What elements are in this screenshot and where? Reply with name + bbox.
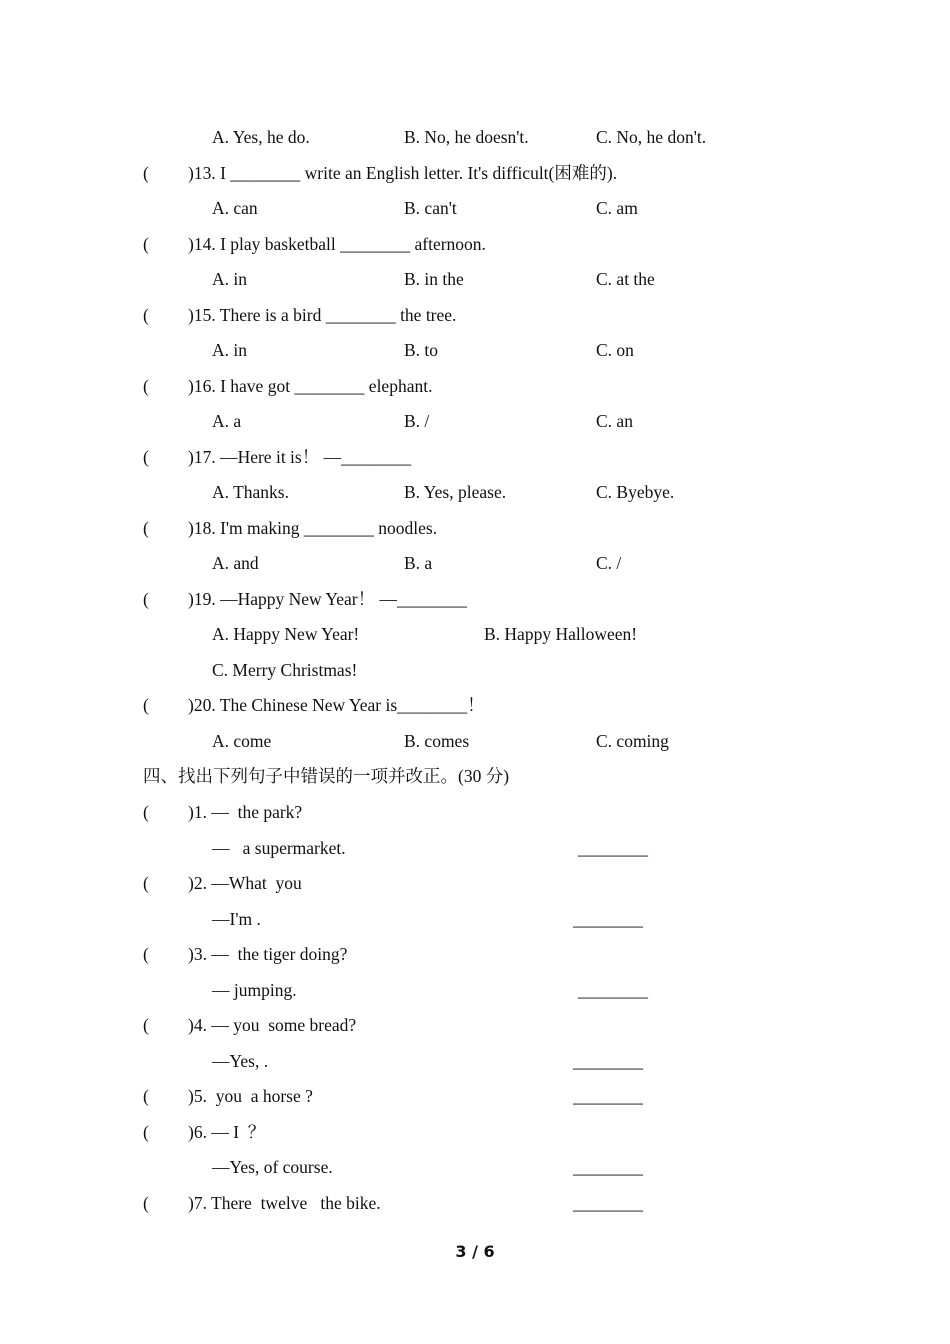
correction-blank: ________ [578,980,648,1000]
q16-option-c: C. an [596,411,633,431]
page-number: 3 / 6 [455,1242,495,1261]
q16-option-a: A. a [212,411,242,431]
s4-question-1-reply: — a supermarket. [212,838,346,858]
answer-paren: ( [143,305,149,325]
q19-option-c: C. Merry Christmas! [212,660,358,680]
q19-option-b: B. Happy Halloween! [484,624,638,644]
correction-blank: ________ [573,1051,643,1071]
q13-option-b: B. can't [404,198,457,218]
answer-paren: ( [143,234,149,254]
q20-option-b: B. comes [404,731,470,751]
answer-paren: ( [143,589,149,609]
correction-blank: ________ [573,1193,643,1213]
answer-paren: ( [143,1015,149,1035]
correction-blank: ________ [578,838,648,858]
s4-question-7: )7. There twelve the bike. [188,1193,381,1213]
s4-question-4-reply: —Yes, . [212,1051,269,1071]
answer-paren: ( [143,1122,149,1142]
answer-paren: ( [143,1193,149,1213]
q14-option-b: B. in the [404,269,464,289]
s4-question-6-reply: —Yes, of course. [212,1157,333,1177]
question-18-text: )18. I'm making ________ noodles. [188,518,438,538]
answer-paren: ( [143,376,149,396]
answer-paren: ( [143,1086,149,1106]
question-20-text: )20. The Chinese New Year is________！ [188,695,485,715]
question-15-text: )15. There is a bird ________ the tree. [188,305,457,325]
answer-paren: ( [143,873,149,893]
q13-option-a: A. can [212,198,258,218]
s4-question-3: )3. — the tiger doing? [188,944,348,964]
section-4-title: 四、找出下列句子中错误的一项并改正。(30 分) [143,766,510,786]
q18-option-a: A. and [212,553,259,573]
answer-paren: ( [143,518,149,538]
q13-option-c: C. am [596,198,638,218]
q15-option-b: B. to [404,340,439,360]
q17-option-b: B. Yes, please. [404,482,507,502]
answer-paren: ( [143,163,149,183]
correction-blank: ________ [573,1086,643,1106]
question-16-text: )16. I have got ________ elephant. [188,376,433,396]
q12-option-a: A. Yes, he do. [212,127,310,147]
question-13-text: )13. I ________ write an English letter. It's difficult(困难的). [188,163,618,183]
answer-paren: ( [143,802,149,822]
q20-option-c: C. coming [596,731,669,751]
s4-question-2: )2. —What you [188,873,302,893]
q14-option-c: C. at the [596,269,655,289]
s4-question-5: )5. you a horse ? [188,1086,313,1106]
question-19-text: )19. —Happy New Year！ —________ [188,589,468,609]
question-17-text: )17. —Here it is！ —________ [188,447,412,467]
q12-option-b: B. No, he doesn't. [404,127,529,147]
q12-option-c: C. No, he don't. [596,127,707,147]
s4-question-3-reply: — jumping. [212,980,297,1000]
q17-option-c: C. Byebye. [596,482,675,502]
q16-option-b: B. / [404,411,430,431]
correction-blank: ________ [573,909,643,929]
q15-option-a: A. in [212,340,247,360]
q14-option-a: A. in [212,269,247,289]
q19-option-a: A. Happy New Year! [212,624,360,644]
question-14-text: )14. I play basketball ________ afternoon. [188,234,486,254]
q18-option-b: B. a [404,553,433,573]
q20-option-a: A. come [212,731,272,751]
answer-paren: ( [143,447,149,467]
answer-paren: ( [143,944,149,964]
q17-option-a: A. Thanks. [212,482,289,502]
s4-question-6: )6. — I ？ [188,1122,266,1142]
correction-blank: ________ [573,1157,643,1177]
s4-question-1: )1. — the park? [188,802,303,822]
q15-option-c: C. on [596,340,634,360]
q18-option-c: C. / [596,553,622,573]
s4-question-4: )4. — you some bread? [188,1015,357,1035]
answer-paren: ( [143,695,149,715]
s4-question-2-reply: —I'm . [212,909,261,929]
